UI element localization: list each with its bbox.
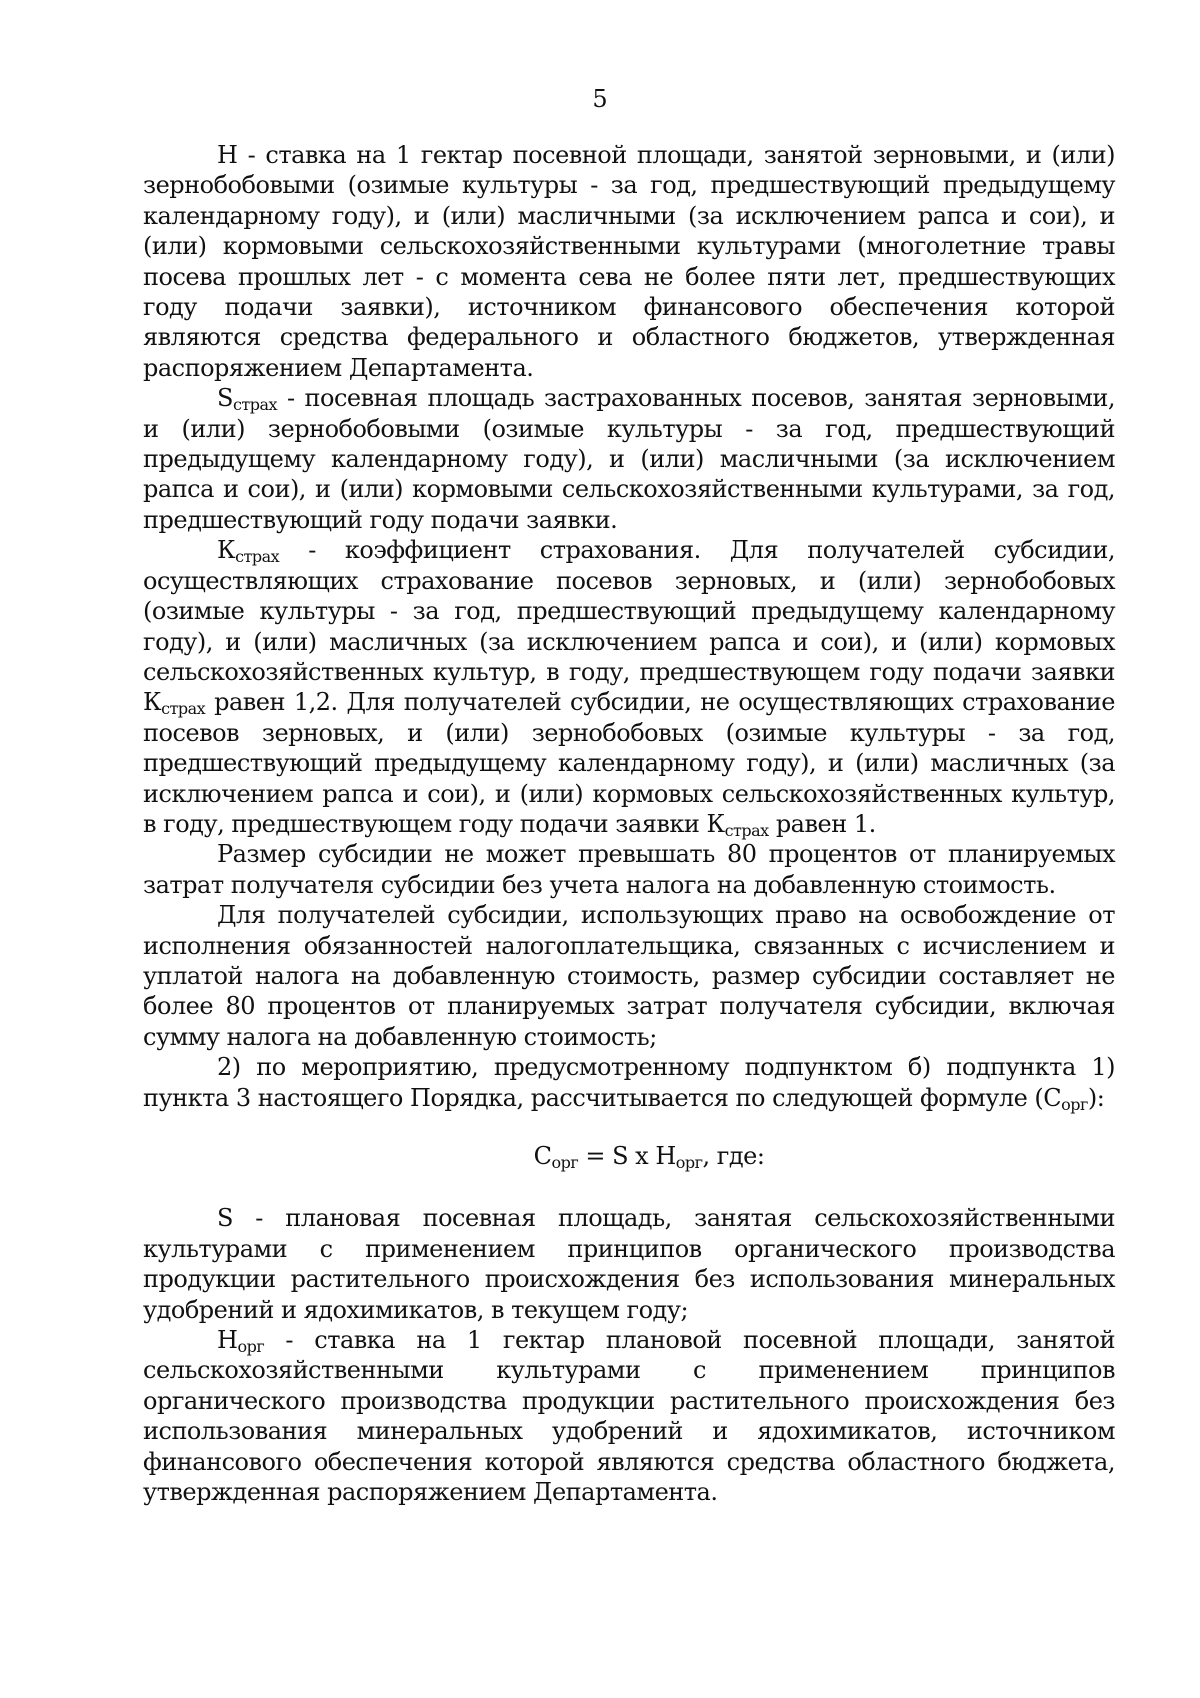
formula-lhs: С bbox=[533, 1142, 552, 1170]
symbol-main: К bbox=[143, 688, 162, 717]
formula-rhs-subscript: орг bbox=[675, 1153, 703, 1172]
symbol-subscript: страх bbox=[724, 820, 769, 840]
formula-tail: , где: bbox=[702, 1142, 765, 1170]
formula-c-org bbox=[143, 1141, 1115, 1171]
paragraph-text-end: ): bbox=[1087, 1083, 1105, 1112]
symbol-subscript: страх bbox=[161, 699, 206, 719]
paragraph-text: - ставка на 1 гектар посевной площади, занятой зерновыми, и (или) зернобобовыми (озимые культуры - за год, предшествующий предыдущему календарному году), и (или) масличными (за исключением рапса и сои), и (или) кормовыми сельскохозяйственными культурами (многолетние травы посева прошлых лет - с момента сева не более пяти лет, предшествующих году подачи заявки), источником финансового обеспечения которой являются средства федерального и областного бюджетов, утвержденная распоряжением Департамента. bbox=[143, 141, 1115, 382]
symbol-main: К bbox=[217, 536, 236, 565]
page-number: 5 bbox=[592, 85, 608, 113]
symbol-main: Н bbox=[217, 1326, 238, 1355]
symbol-h-org bbox=[217, 1326, 265, 1357]
paragraph-text: 2) по мероприятию, предусмотренному подпунктом б) подпункта 1) пункта 3 настоящего Порядка, рассчитывается по следующей формуле ( bbox=[143, 1053, 1115, 1112]
paragraph-s-planned: S - плановая посевная площадь, занятая сельскохозяйственными культурами с применением принципов органического производства продукции растительного происхождения без использования минеральных удобрений и ядохимикатов, в текущем году; bbox=[143, 1204, 1115, 1324]
paragraph-text: - коэффициент страхования. Для получателей субсидии, осуществляющих страхование посевов зерновых, и (или) зернобобовых (озимые культуры - за год, предшествующий предыдущему календарному году), и (или) масличных (за исключением рапса и сои), и (или) кормовых сельскохозяйственных культур, в году, предшествующем году подачи заявки bbox=[143, 536, 1115, 686]
paragraph-n-rate bbox=[143, 140, 1115, 383]
paragraph-text: - посевная площадь застрахованных посевов, занятая зерновыми, и (или) зернобобовыми (озимые культуры - за год, предшествующий предыдущему календарному году), и (или) масличными (за исключением рапса и сои), и (или) кормовыми сельскохозяйственными культурами, за год, предшествующий году подачи заявки. bbox=[143, 384, 1115, 534]
symbol-k-insurance bbox=[217, 536, 280, 567]
formula-operator: = S x bbox=[578, 1142, 656, 1170]
formula-rhs: Н bbox=[655, 1142, 676, 1170]
paragraph-text: равен 1,2. Для получателей субсидии, не осуществляющих страхование посевов зерновых, и (или) зернобобовых (озимые культуры - за год, предшествующий предыдущему календарному году), и (или) масличных (за исключением рапса и сои), и (или) кормовых сельскохозяйственных культур, в году, предшествующем году подачи заявки bbox=[143, 688, 1115, 838]
symbol-n: Н bbox=[217, 141, 238, 169]
paragraph-vat-exempt: Для получателей субсидии, использующих право на освобождение от исполнения обязанностей налогоплательщика, связанных с исчислением и уплатой налога на добавленную стоимость, размер субсидии составляет не более 80 процентов от планируемых затрат получателя субсидии, включая сумму налога на добавленную стоимость; bbox=[143, 901, 1115, 1051]
paragraph-s-insured bbox=[143, 383, 1115, 535]
symbol-s-insured bbox=[217, 384, 278, 415]
symbol-main: S bbox=[217, 384, 233, 413]
paragraph-h-org bbox=[143, 1325, 1115, 1507]
document-body bbox=[143, 140, 1115, 1507]
symbol-main: С bbox=[1043, 1083, 1062, 1112]
symbol-subscript: орг bbox=[237, 1337, 265, 1357]
paragraph-measure-2 bbox=[143, 1052, 1115, 1113]
symbol-k-insurance-inline bbox=[706, 810, 768, 838]
symbol-subscript: страх bbox=[232, 395, 278, 415]
symbol-k-insurance-inline bbox=[143, 688, 206, 719]
paragraph-text: равен 1. bbox=[768, 809, 876, 838]
symbol-main: К bbox=[706, 809, 725, 838]
paragraph-text: - ставка на 1 гектар плановой посевной площади, занятой сельскохозяйственными культурами с применением принципов органического производства продукции растительного происхождения без использования минеральных удобрений и ядохимикатов, источником финансового обеспечения которой являются средства областного бюджета, утвержденная распоряжением Департамента. bbox=[143, 1326, 1115, 1507]
formula-lhs-subscript: орг bbox=[551, 1153, 579, 1172]
paragraph-subsidy-limit: Размер субсидии не может превышать 80 процентов от планируемых затрат получателя субсидии без учета налога на добавленную стоимость. bbox=[143, 840, 1115, 899]
paragraph-k-insurance bbox=[143, 535, 1115, 839]
symbol-subscript: орг bbox=[1061, 1094, 1088, 1114]
symbol-c-org bbox=[1043, 1084, 1088, 1112]
symbol-subscript: страх bbox=[235, 547, 280, 567]
